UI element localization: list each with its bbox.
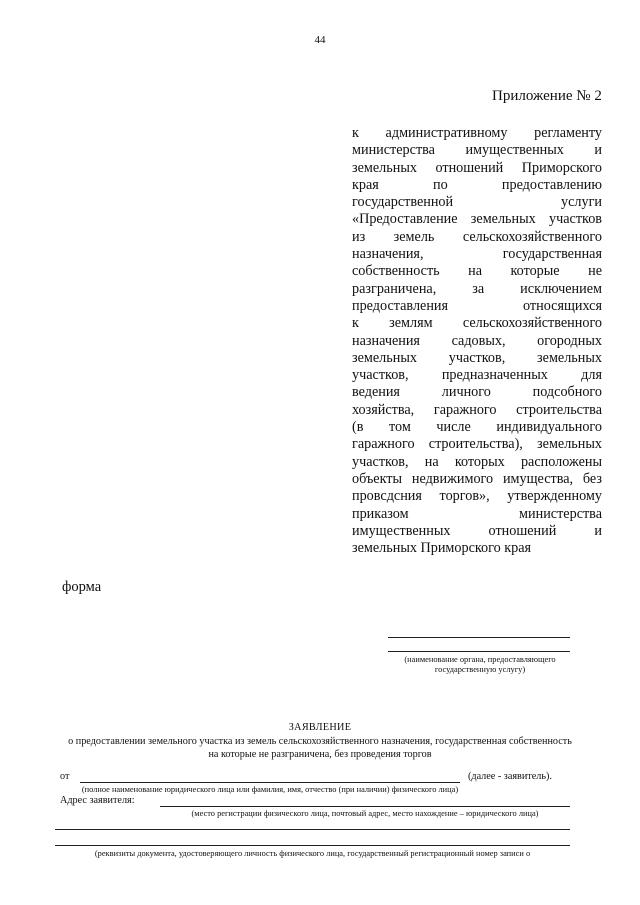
authority-name-line[interactable] xyxy=(388,637,570,638)
application-title: ЗАЯВЛЕНИЕ xyxy=(288,722,352,733)
address-line[interactable] xyxy=(160,806,570,807)
address-label: Адрес заявителя: xyxy=(60,795,135,806)
regulation-line: провсдсния торгов», утвержденному xyxy=(352,488,602,505)
authority-name-line[interactable] xyxy=(388,651,570,652)
address-continuation-line[interactable] xyxy=(55,829,570,830)
application-subtitle: на которые не разграничена, без проведения торгов xyxy=(208,749,432,760)
applicant-name-caption: (полное наименование юридического лица или фамилия, имя, отчество (при наличии) физического лица) xyxy=(81,785,459,794)
from-suffix: (далее - заявитель). xyxy=(468,771,552,782)
regulation-reference xyxy=(352,125,602,557)
address-caption: (место регистрации физического лица, почтовый адрес, место нахождение – юридического лица) xyxy=(191,809,539,818)
regulation-line: ведения личного подсобного xyxy=(352,384,602,401)
regulation-line: разграничена, за исключением xyxy=(352,280,602,297)
form-label: форма xyxy=(62,579,102,595)
regulation-line: хозяйства, гаражного строительства xyxy=(352,401,602,418)
regulation-line: участков, на которых расположены xyxy=(352,453,602,470)
appendix-title: Приложение № 2 xyxy=(492,88,602,104)
page-number: 44 xyxy=(314,34,326,46)
regulation-line: к административному регламенту xyxy=(352,125,602,141)
regulation-line: земельных Приморского края xyxy=(352,540,532,557)
regulation-line: (в том числе индивидуального xyxy=(352,419,602,436)
regulation-line: приказом министерства xyxy=(352,505,602,522)
regulation-line: гаражного строительства), земельных xyxy=(352,436,602,453)
regulation-line: участков, предназначенных для xyxy=(352,367,602,384)
regulation-line: собственность на которые не xyxy=(352,263,602,280)
from-label: от xyxy=(60,771,70,782)
regulation-line: имущественных отношений и xyxy=(352,522,602,539)
regulation-line: земельных участков, земельных xyxy=(352,349,602,366)
regulation-line: к землям сельскохозяйственного xyxy=(352,315,602,332)
regulation-line: государственной услуги xyxy=(352,194,602,211)
regulation-line: «Предоставление земельных участков xyxy=(352,211,602,228)
requisites-line[interactable] xyxy=(55,845,570,846)
regulation-line: министерства имущественных и xyxy=(352,142,602,159)
regulation-line: назначения садовых, огородных xyxy=(352,332,602,349)
regulation-line: назначения, государственная xyxy=(352,246,602,263)
authority-caption: (наименование органа, предоставляющего xyxy=(404,655,556,664)
regulation-line: из земель сельскохозяйственного xyxy=(352,228,602,245)
regulation-line: края по предоставлению xyxy=(352,176,602,193)
regulation-line: предоставления относящихся xyxy=(352,297,602,314)
application-subtitle: о предоставлении земельного участка из земель сельскохозяйственного назначения, государственная собственность xyxy=(68,736,572,747)
regulation-line: объекты недвижимого имущества, без xyxy=(352,470,602,487)
regulation-line: земельных отношений Приморского xyxy=(352,159,602,176)
applicant-name-line[interactable] xyxy=(80,782,460,783)
authority-caption: государственную услугу) xyxy=(434,665,526,674)
requisites-caption: (реквизиты документа, удостоверяющего личность физического лица, государственный регистрационный номер записи о xyxy=(94,849,531,858)
